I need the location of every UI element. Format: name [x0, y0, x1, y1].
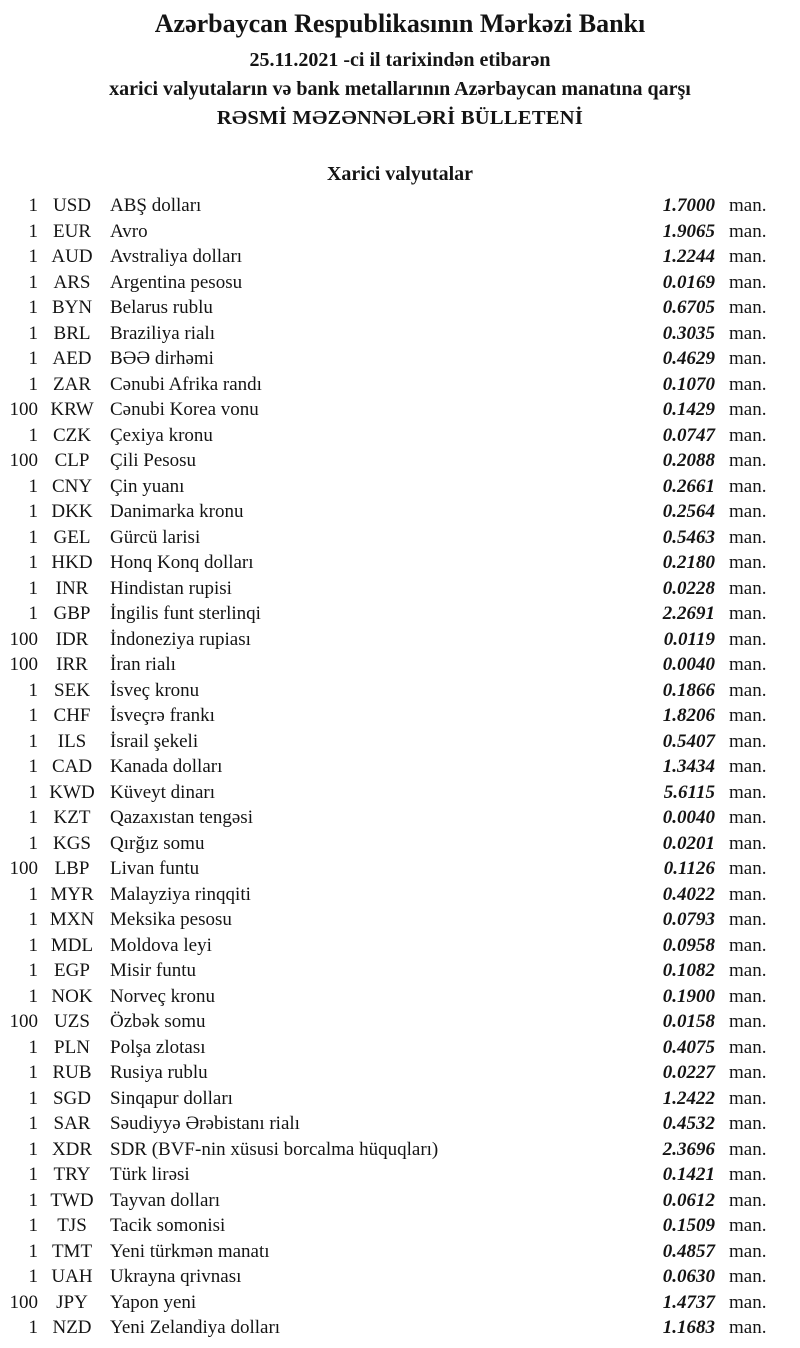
currency-name-cell: Tayvan dolları — [110, 1189, 220, 1211]
table-row — [0, 474, 800, 500]
table-row — [0, 958, 800, 984]
currency-name-cell: Çili Pesosu — [110, 450, 197, 471]
table-row — [0, 780, 800, 806]
currency-code-cell: MXN — [49, 909, 95, 930]
table-row — [0, 270, 800, 296]
quantity-cell: 1 — [28, 220, 38, 242]
currency-name-cell: Kanada dolları — [110, 756, 223, 777]
quantity-cell: 1 — [28, 781, 38, 803]
currency-name-cell: Honq Konq dolları — [110, 552, 254, 573]
currency-name-cell: İsrail şekeli — [110, 730, 199, 752]
unit-label-cell: man. — [729, 1215, 767, 1236]
quantity-cell: 1 — [28, 322, 38, 344]
currency-code-cell: RUB — [52, 1062, 92, 1083]
table-row — [0, 1035, 800, 1061]
currency-name-cell: Norveç kronu — [110, 985, 215, 1007]
table-row — [0, 882, 800, 908]
currency-code-cell: NZD — [52, 1317, 92, 1338]
unit-label-cell: man. — [729, 475, 767, 497]
currency-name-cell: Çexiya kronu — [110, 424, 213, 446]
rate-value-cell: 0.0612 — [662, 1189, 715, 1211]
section-title-foreign-currencies: Xarici valyutalar — [326, 163, 474, 185]
table-row — [0, 678, 800, 704]
currency-name-cell: Yapon yeni — [110, 1291, 197, 1313]
currency-code-cell: XDR — [51, 1138, 93, 1160]
currency-name-cell: Küveyt dinarı — [110, 781, 216, 803]
table-row — [0, 346, 800, 372]
rate-value-cell: 0.0228 — [662, 577, 715, 599]
table-row — [0, 525, 800, 551]
table-row — [0, 576, 800, 602]
rate-value-cell: 5.6115 — [663, 781, 715, 803]
currency-name-cell: Səudiyyə Ərəbistanı rialı — [110, 1113, 300, 1134]
unit-label-cell: man. — [729, 705, 767, 726]
currency-code-cell: CHF — [53, 705, 91, 726]
quantity-cell: 1 — [28, 577, 38, 599]
currency-code-cell: AED — [52, 348, 92, 369]
unit-label-cell: man. — [729, 1240, 767, 1262]
currency-name-cell: Danimarka kronu — [110, 501, 244, 522]
table-row — [0, 448, 800, 474]
quantity-cell: 100 — [9, 450, 38, 471]
rate-value-cell: 1.7000 — [662, 195, 715, 216]
table-row — [0, 499, 800, 525]
currency-code-cell: CLP — [54, 450, 90, 471]
rate-value-cell: 1.2244 — [662, 246, 715, 267]
rate-value-cell: 1.1683 — [662, 1317, 715, 1338]
currency-name-cell: Misir funtu — [110, 960, 197, 981]
quantity-cell: 1 — [28, 603, 38, 624]
currency-code-cell: JPY — [56, 1291, 88, 1313]
currency-name-cell: Belarus rublu — [110, 297, 213, 318]
currency-code-cell: KWD — [49, 781, 95, 803]
currency-name-cell: İngilis funt sterlinqi — [110, 603, 261, 624]
table-row — [0, 1290, 800, 1316]
currency-code-cell: KRW — [50, 399, 94, 420]
unit-label-cell: man. — [729, 271, 767, 293]
currency-code-cell: SGD — [52, 1087, 91, 1109]
unit-label-cell: man. — [729, 1291, 767, 1313]
currency-code-cell: INR — [55, 577, 89, 599]
currency-code-cell: USD — [52, 195, 91, 216]
rate-value-cell: 0.2564 — [662, 501, 715, 522]
rate-value-cell: 1.3434 — [662, 756, 715, 777]
quantity-cell: 1 — [28, 373, 38, 395]
currency-code-cell: HKD — [51, 552, 93, 573]
unit-label-cell: man. — [729, 450, 767, 471]
currency-code-cell: CZK — [53, 424, 91, 446]
rate-value-cell: 0.4629 — [662, 348, 715, 369]
rate-value-cell: 0.0119 — [663, 628, 715, 650]
table-row — [0, 652, 800, 678]
unit-label-cell: man. — [729, 628, 767, 650]
rate-value-cell: 0.2088 — [662, 450, 715, 471]
rate-value-cell: 0.1900 — [662, 985, 715, 1007]
currency-name-cell: İndoneziya rupiası — [110, 628, 251, 650]
bank-title: Azərbaycan Respublikasının Mərkəzi Bankı — [154, 9, 646, 38]
unit-label-cell: man. — [729, 985, 767, 1007]
rate-value-cell: 0.1082 — [662, 960, 715, 981]
unit-label-cell: man. — [729, 960, 767, 981]
unit-label-cell: man. — [729, 1036, 767, 1058]
quantity-cell: 1 — [28, 1317, 38, 1338]
unit-label-cell: man. — [729, 781, 767, 803]
currency-code-cell: PLN — [54, 1036, 90, 1058]
rate-value-cell: 2.3696 — [662, 1138, 715, 1160]
unit-label-cell: man. — [729, 679, 767, 701]
currency-name-cell: Tacik somonisi — [110, 1215, 226, 1236]
table-row — [0, 984, 800, 1010]
table-row — [0, 627, 800, 653]
quantity-cell: 1 — [28, 1164, 38, 1185]
currency-name-cell: Argentina pesosu — [110, 271, 243, 293]
rate-value-cell: 0.0158 — [662, 1011, 715, 1032]
rate-value-cell: 0.1429 — [662, 399, 715, 420]
rate-value-cell: 0.0201 — [662, 832, 715, 854]
bulletin-title: RƏSMİ MƏZƏNNƏLƏRİ BÜLLETENİ — [216, 107, 584, 129]
table-row — [0, 321, 800, 347]
currency-name-cell: Hindistan rupisi — [110, 577, 232, 599]
quantity-cell: 1 — [28, 756, 38, 777]
currency-code-cell: KGS — [52, 832, 91, 854]
currency-name-cell: Avro — [110, 220, 148, 242]
quantity-cell: 1 — [28, 909, 38, 930]
quantity-cell: 1 — [28, 475, 38, 497]
currency-name-cell: Cənubi Afrika randı — [110, 373, 262, 395]
table-row — [0, 1137, 800, 1163]
unit-label-cell: man. — [729, 501, 767, 522]
currency-code-cell: SEK — [54, 679, 90, 701]
quantity-cell: 1 — [28, 730, 38, 752]
currency-name-cell: Braziliya rialı — [110, 322, 215, 344]
table-row — [0, 907, 800, 933]
unit-label-cell: man. — [729, 577, 767, 599]
rate-value-cell: 0.0958 — [662, 934, 715, 956]
table-row — [0, 601, 800, 627]
quantity-cell: 1 — [28, 705, 38, 726]
rate-value-cell: 1.8206 — [662, 705, 715, 726]
currency-code-cell: BYN — [51, 297, 93, 318]
currency-name-cell: İsveçrə frankı — [110, 705, 215, 726]
currency-code-cell: SAR — [53, 1113, 91, 1134]
currency-code-cell: NOK — [51, 985, 93, 1007]
quantity-cell: 1 — [28, 1138, 38, 1160]
rate-value-cell: 0.2661 — [662, 475, 715, 497]
currency-code-cell: GBP — [53, 603, 91, 624]
table-row — [0, 193, 800, 219]
document-header — [0, 0, 800, 130]
unit-label-cell: man. — [729, 832, 767, 854]
unit-label-cell: man. — [729, 322, 767, 344]
unit-label-cell: man. — [729, 424, 767, 446]
effective-date-line: 25.11.2021 -ci il tarixindən etibarən — [249, 49, 551, 71]
quantity-cell: 1 — [28, 1266, 38, 1287]
table-row — [0, 1188, 800, 1214]
currency-code-cell: CAD — [51, 756, 93, 777]
quantity-cell: 1 — [28, 552, 38, 573]
rate-value-cell: 2.2691 — [662, 603, 715, 624]
quantity-cell: 100 — [9, 628, 38, 650]
currency-code-cell: UZS — [54, 1011, 90, 1032]
rate-value-cell: 1.9065 — [662, 220, 715, 242]
rate-value-cell: 0.0227 — [662, 1062, 715, 1083]
table-row — [0, 372, 800, 398]
currency-name-cell: Cənubi Korea vonu — [110, 399, 259, 420]
unit-label-cell: man. — [729, 195, 767, 216]
quantity-cell: 1 — [28, 679, 38, 701]
table-row — [0, 1009, 800, 1035]
rate-value-cell: 0.1509 — [662, 1215, 715, 1236]
unit-label-cell: man. — [729, 858, 767, 879]
unit-label-cell: man. — [729, 654, 767, 675]
rate-value-cell: 1.4737 — [662, 1291, 715, 1313]
quantity-cell: 1 — [28, 1240, 38, 1262]
currency-name-cell: İran rialı — [110, 654, 176, 675]
unit-label-cell: man. — [729, 1266, 767, 1287]
quantity-cell: 1 — [28, 348, 38, 369]
currency-code-cell: TJS — [57, 1215, 87, 1236]
currency-code-cell: IDR — [55, 628, 89, 650]
rates-table — [0, 193, 800, 1341]
rate-value-cell: 0.1126 — [663, 858, 715, 879]
table-row — [0, 550, 800, 576]
table-row — [0, 729, 800, 755]
table-row — [0, 703, 800, 729]
unit-label-cell: man. — [729, 1189, 767, 1211]
quantity-cell: 1 — [28, 1062, 38, 1083]
quantity-cell: 1 — [28, 807, 38, 828]
currency-name-cell: Avstraliya dolları — [110, 246, 243, 267]
currency-code-cell: EUR — [53, 220, 91, 242]
quantity-cell: 1 — [28, 526, 38, 548]
quantity-cell: 100 — [9, 1011, 38, 1032]
quantity-cell: 1 — [28, 501, 38, 522]
quantity-cell: 1 — [28, 424, 38, 446]
rate-value-cell: 0.0630 — [662, 1266, 715, 1287]
unit-label-cell: man. — [729, 246, 767, 267]
quantity-cell: 1 — [28, 934, 38, 956]
quantity-cell: 1 — [28, 883, 38, 905]
currency-name-cell: İsveç kronu — [110, 679, 200, 701]
currency-code-cell: GEL — [53, 526, 91, 548]
currency-code-cell: CNY — [51, 475, 93, 497]
table-row — [0, 219, 800, 245]
table-row — [0, 933, 800, 959]
currency-code-cell: ARS — [53, 271, 91, 293]
unit-label-cell: man. — [729, 526, 767, 548]
currency-name-cell: Sinqapur dolları — [110, 1087, 233, 1109]
rate-value-cell: 0.0793 — [662, 909, 715, 930]
unit-label-cell: man. — [729, 348, 767, 369]
scope-line: xarici valyutaların və bank metallarının Azərbaycan manatına qarşı — [109, 78, 691, 100]
rate-value-cell: 0.0747 — [662, 424, 715, 446]
currency-name-cell: Ukrayna qrivnası — [110, 1266, 242, 1287]
currency-name-cell: Yeni türkmən manatı — [110, 1240, 270, 1262]
table-row — [0, 1264, 800, 1290]
unit-label-cell: man. — [729, 297, 767, 318]
quantity-cell: 1 — [28, 1087, 38, 1109]
quantity-cell: 1 — [28, 1215, 38, 1236]
currency-name-cell: Malayziya rinqqiti — [110, 883, 251, 905]
quantity-cell: 1 — [28, 1189, 38, 1211]
currency-name-cell: BƏƏ dirhəmi — [110, 348, 214, 369]
unit-label-cell: man. — [729, 1062, 767, 1083]
quantity-cell: 100 — [9, 1291, 38, 1313]
currency-code-cell: DKK — [51, 501, 93, 522]
currency-code-cell: MDL — [50, 934, 94, 956]
currency-name-cell: Özbək somu — [110, 1011, 206, 1032]
quantity-cell: 100 — [9, 858, 38, 879]
rate-value-cell: 0.1421 — [662, 1164, 715, 1185]
rate-value-cell: 0.4022 — [662, 883, 715, 905]
table-row — [0, 244, 800, 270]
rate-value-cell: 0.1866 — [662, 679, 715, 701]
currency-code-cell: IRR — [56, 654, 88, 675]
table-row — [0, 831, 800, 857]
unit-label-cell: man. — [729, 220, 767, 242]
unit-label-cell: man. — [729, 1138, 767, 1160]
unit-label-cell: man. — [729, 373, 767, 395]
unit-label-cell: man. — [729, 399, 767, 420]
currency-code-cell: ILS — [57, 730, 87, 752]
table-row — [0, 1086, 800, 1112]
quantity-cell: 1 — [28, 960, 38, 981]
table-row — [0, 1239, 800, 1265]
table-row — [0, 423, 800, 449]
unit-label-cell: man. — [729, 1011, 767, 1032]
currency-name-cell: Moldova leyi — [110, 934, 212, 956]
currency-name-cell: Polşa zlotası — [110, 1036, 206, 1058]
unit-label-cell: man. — [729, 552, 767, 573]
unit-label-cell: man. — [729, 883, 767, 905]
table-row — [0, 397, 800, 423]
currency-code-cell: BRL — [53, 322, 91, 344]
currency-code-cell: TWD — [50, 1189, 94, 1211]
quantity-cell: 1 — [28, 271, 38, 293]
currency-name-cell: Türk lirəsi — [110, 1164, 190, 1185]
currency-code-cell: MYR — [50, 883, 94, 905]
rate-value-cell: 0.5407 — [662, 730, 715, 752]
quantity-cell: 100 — [9, 399, 38, 420]
rate-value-cell: 0.3035 — [662, 322, 715, 344]
quantity-cell: 1 — [28, 1113, 38, 1134]
quantity-cell: 1 — [28, 832, 38, 854]
table-row — [0, 805, 800, 831]
currency-code-cell: AUD — [51, 246, 93, 267]
quantity-cell: 1 — [28, 1036, 38, 1058]
currency-name-cell: Meksika pesosu — [110, 909, 232, 930]
table-row — [0, 1315, 800, 1341]
currency-name-cell: Rusiya rublu — [110, 1062, 208, 1083]
table-row — [0, 1060, 800, 1086]
currency-name-cell: Livan funtu — [110, 858, 200, 879]
rate-value-cell: 0.2180 — [662, 552, 715, 573]
rate-value-cell: 0.0040 — [662, 654, 715, 675]
unit-label-cell: man. — [729, 1087, 767, 1109]
rate-value-cell: 0.4075 — [662, 1036, 715, 1058]
rate-value-cell: 0.0169 — [662, 271, 715, 293]
quantity-cell: 1 — [28, 246, 38, 267]
table-row — [0, 1213, 800, 1239]
unit-label-cell: man. — [729, 934, 767, 956]
rate-value-cell: 0.4857 — [662, 1240, 715, 1262]
quantity-cell: 1 — [28, 195, 38, 216]
unit-label-cell: man. — [729, 1113, 767, 1134]
rate-value-cell: 0.4532 — [662, 1113, 715, 1134]
currency-code-cell: TRY — [53, 1164, 91, 1185]
rate-value-cell: 0.6705 — [662, 297, 715, 318]
table-row — [0, 1111, 800, 1137]
currency-code-cell: TMT — [51, 1240, 93, 1262]
currency-name-cell: SDR (BVF-nin xüsusi borcalma hüquqları) — [110, 1138, 439, 1160]
currency-name-cell: Gürcü larisi — [110, 526, 201, 548]
currency-name-cell: Qırğız somu — [110, 832, 205, 854]
table-row — [0, 295, 800, 321]
rate-value-cell: 0.1070 — [662, 373, 715, 395]
currency-code-cell: ZAR — [53, 373, 91, 395]
quantity-cell: 1 — [28, 985, 38, 1007]
rate-value-cell: 0.5463 — [662, 526, 715, 548]
rate-value-cell: 1.2422 — [662, 1087, 715, 1109]
currency-name-cell: ABŞ dolları — [110, 195, 202, 216]
currency-code-cell: KZT — [53, 807, 91, 828]
unit-label-cell: man. — [729, 603, 767, 624]
rate-value-cell: 0.0040 — [662, 807, 715, 828]
currency-name-cell: Çin yuanı — [110, 475, 185, 497]
currency-code-cell: EGP — [54, 960, 90, 981]
quantity-cell: 100 — [9, 654, 38, 675]
currency-code-cell: LBP — [54, 858, 90, 879]
unit-label-cell: man. — [729, 730, 767, 752]
unit-label-cell: man. — [729, 909, 767, 930]
currency-name-cell: Yeni Zelandiya dolları — [110, 1317, 281, 1338]
unit-label-cell: man. — [729, 756, 767, 777]
unit-label-cell: man. — [729, 1164, 767, 1185]
currency-code-cell: UAH — [51, 1266, 93, 1287]
table-row — [0, 856, 800, 882]
table-row — [0, 1162, 800, 1188]
unit-label-cell: man. — [729, 807, 767, 828]
quantity-cell: 1 — [28, 297, 38, 318]
unit-label-cell: man. — [729, 1317, 767, 1338]
table-row — [0, 754, 800, 780]
currency-name-cell: Qazaxıstan tengəsi — [110, 807, 253, 828]
